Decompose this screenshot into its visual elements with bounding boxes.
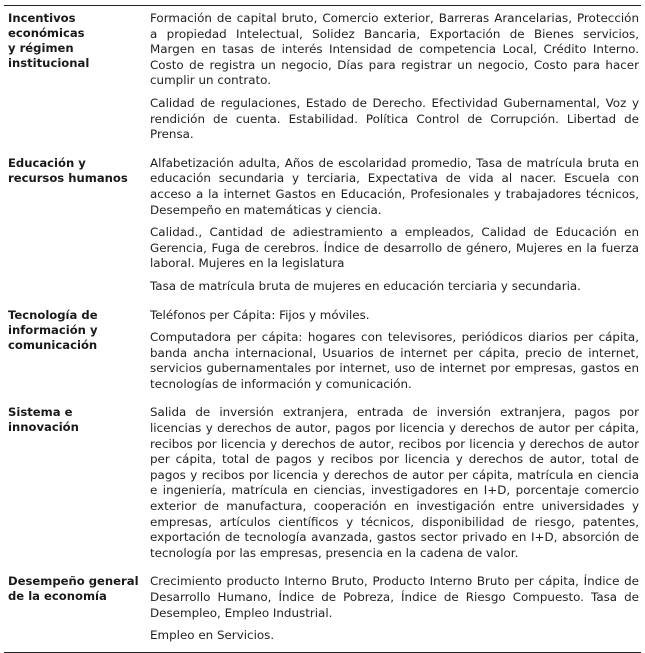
table-row [4, 151, 641, 303]
indicator-paragraph: Calidad de regulaciones, Estado de Derecho. Efectividad Gubernamental, Voz y rendición de cuenta. Estabilidad. Política Control de Corrupción. Libertad de Prensa. [150, 95, 639, 142]
category-label: Incentivos económicas y régimen institucional [8, 11, 90, 70]
indicator-paragraph: Crecimiento producto Interno Bruto, Producto Interno Bruto per cápita, Índice de Desarrollo Humano, Índice de Pobreza, Índice de Riesgo Compuesto. Tasa de Desempleo, Empleo Industrial. [150, 574, 639, 620]
indicator-list [150, 574, 641, 643]
indicator-list [150, 308, 641, 393]
indicator-paragraph: Salida de inversión extranjera, entrada de inversión extranjera, pagos por licencias y derechos de autor, pagos por licencia y derechos de autor per cápita, recibos por licencia y derechos de autor, recibos por licencia y derechos de autor per cápita, total de pagos y recibos por licencia y derechos de autor, total de pagos y recibos por licencia y derechos de autor per cápita, matrícula en ciencia e ingeniería, matrícula en ciencias, investigadores en I+D, porcentaje comercio exterior de manufactura, cooperación en investigación entre universidades y empresas, artículos científicos y técnicos, disponibilidad de riesgo, patentes, exportación de tecnología avanzada, gastos sector privado en I+D, absorción de tecnología por las empresas, presencia en la cadena de valor. [150, 405, 639, 560]
category-label: Educación y recursos humanos [8, 155, 128, 185]
indicator-paragraph: Empleo en Servicios. [150, 628, 275, 643]
table-row [4, 303, 641, 401]
indicator-paragraph: Calidad., Cantidad de adiestramiento a empleados, Calidad de Educación en Gerencia, Fuga de cerebros. Índice de desarrollo de género, Mujeres en la fuerza laboral. Mujeres en la legislatura [150, 225, 639, 271]
indicator-paragraph: Formación de capital bruto, Comercio exterior, Barreras Arancelarias, Protección a propiedad Intelectual, Solidez Bancaria, Exportación de Bienes servicios, Margen en tasas de interés Intensidad de competencia Local, Crédito Interno. Costo de registra un negocio, Días para registrar un negocio, Costo para hacer cumplir un contrato. [150, 11, 639, 88]
table-row [4, 6, 641, 151]
category-label: Tecnología de información y comunicación [8, 307, 98, 352]
indicator-list [150, 405, 641, 561]
indicator-paragraph: Tasa de matrícula bruta de mujeres en educación terciaria y secundaria. [150, 278, 581, 293]
indicator-paragraph: Alfabetización adulta, Años de escolaridad promedio, Tasa de matrícula bruta en educación secundaria y terciaria, Expectativa de vida al nacer. Escuela con acceso a la internet Gastos en Educación, Profesionales y trabajadores técnicos, Desempeño en matemáticas y ciencia. [150, 155, 639, 217]
indicator-list [150, 156, 641, 295]
table-row [4, 569, 641, 651]
indicator-paragraph: Computadora per cápita: hogares con televisores, periódicos diarios per cápita, banda ancha internacional, Usuarios de internet per cápita, precio de internet, servicios gubernamentales por internet, uso de internet por empresas, gastos en tecnologías de información y comunicación. [150, 330, 639, 391]
category-label: Sistema e innovación [8, 405, 79, 435]
indicator-list [150, 11, 641, 143]
indicators-table [4, 5, 641, 653]
indicator-paragraph: Teléfonos per Cápita: Fijos y móviles. [150, 307, 370, 322]
table-row [4, 400, 641, 569]
category-label: Desempeño general de la economía [8, 574, 139, 604]
